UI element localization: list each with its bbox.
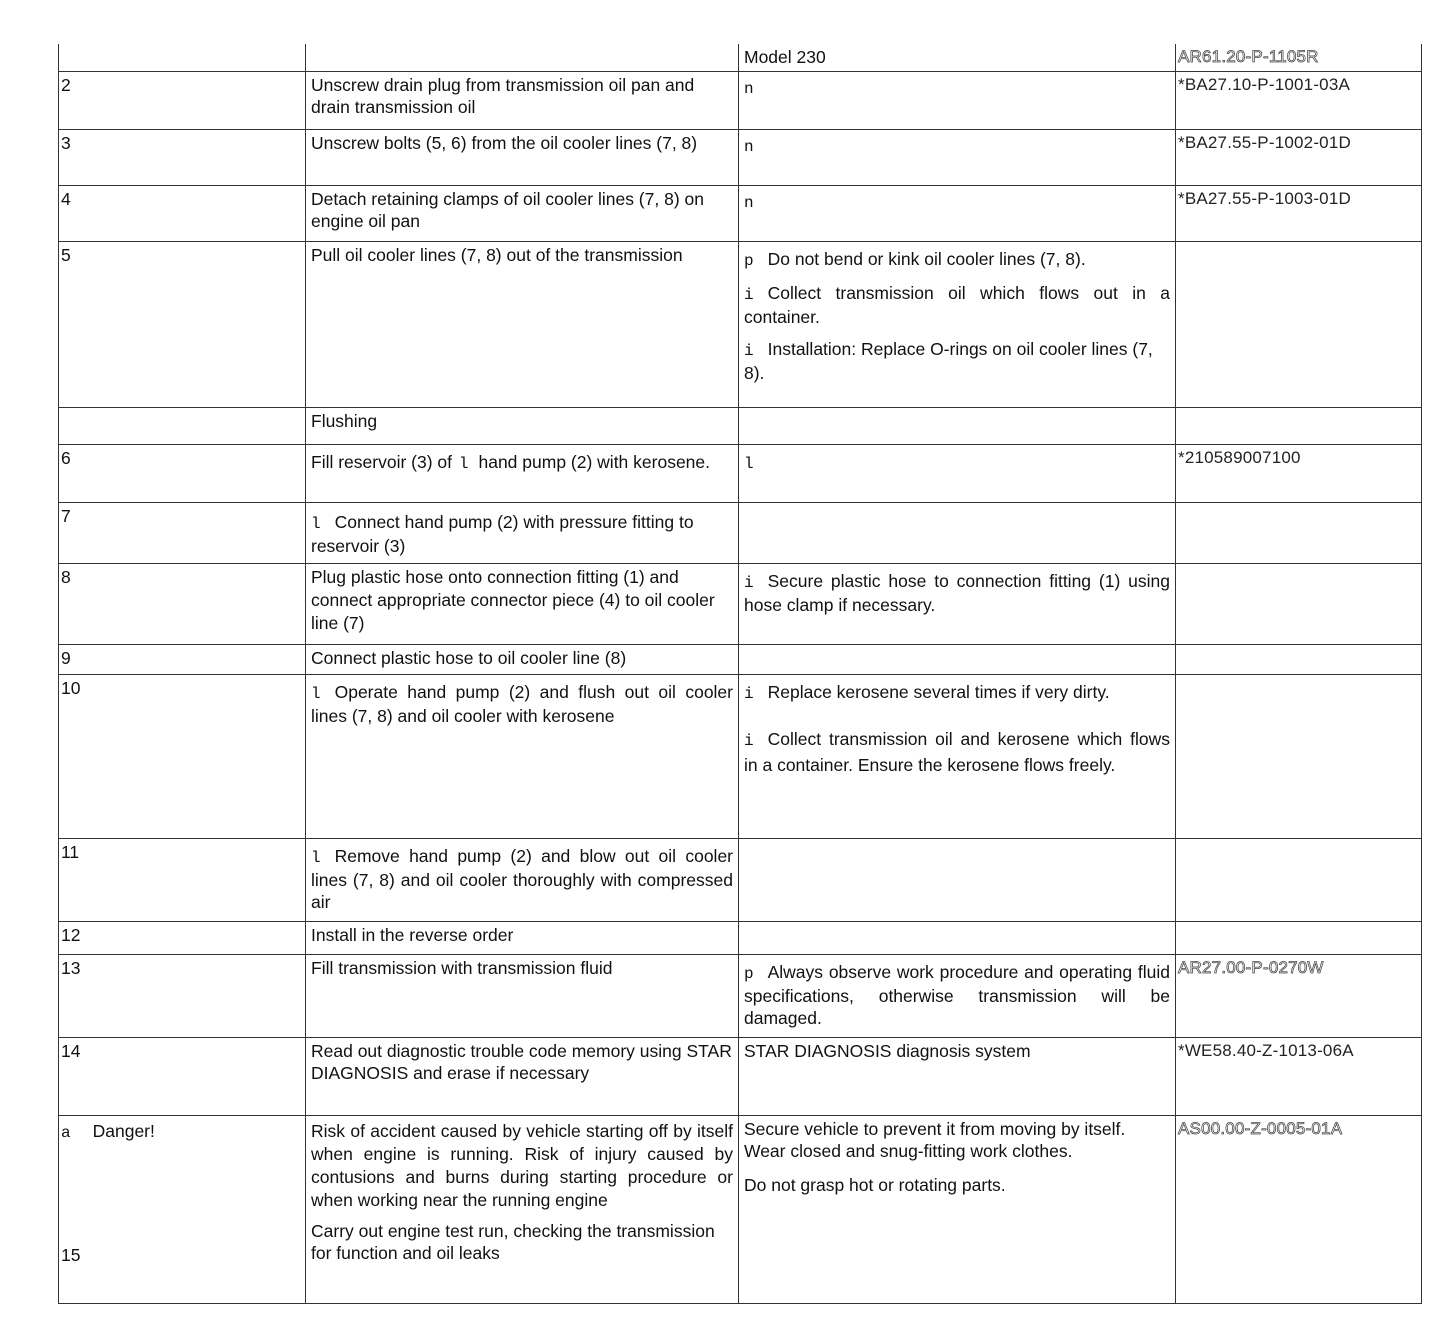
note-paragraph: Wear closed and snug-fitting work clothes. [744, 1141, 1073, 1161]
section-heading: Flushing [306, 408, 739, 445]
reference-code: *BA27.55-P-1003-01D [1176, 186, 1422, 242]
step-description [306, 1116, 739, 1304]
step-notes: Model 230 [739, 44, 1176, 72]
step-number: 3 [59, 130, 306, 186]
warning-icon: p [744, 965, 754, 983]
table-row [59, 503, 1422, 564]
warning-icon: p [744, 252, 754, 270]
step-number: 5 [59, 242, 306, 408]
reference-code: *210589007100 [1176, 445, 1422, 503]
table-row [59, 1116, 1422, 1304]
step-description: Fill transmission with transmission fluid [306, 955, 739, 1038]
reference-code: AR61.20-P-1105R [1176, 44, 1422, 72]
step-description: Detach retaining clamps of oil cooler lines (7, 8) on engine oil pan [306, 186, 739, 242]
reference-code [1176, 564, 1422, 645]
step-number-15: 15 [61, 1245, 81, 1265]
reference-code: *BA27.55-P-1002-01D [1176, 130, 1422, 186]
info-icon: i [744, 732, 754, 750]
tool-icon: l [311, 685, 321, 703]
step-number: 9 [59, 645, 306, 675]
table-row [59, 645, 1422, 675]
step-number [59, 1116, 306, 1304]
step-notes [739, 408, 1176, 445]
table-row [59, 955, 1422, 1038]
note-paragraph: Secure vehicle to prevent it from moving by itself. [744, 1119, 1126, 1139]
table-row [59, 839, 1422, 922]
step-description: l Connect hand pump (2) with pressure fitting to reservoir (3) [306, 503, 739, 564]
step-description: Unscrew drain plug from transmission oil pan and drain transmission oil [306, 72, 739, 130]
table-row [59, 922, 1422, 955]
reference-code [1176, 408, 1422, 445]
step-number: 8 [59, 564, 306, 645]
step-notes [739, 503, 1176, 564]
step-number [59, 44, 306, 72]
note-paragraph: i Collect transmission oil which flows out in a container. [744, 283, 1170, 327]
step-description: l Remove hand pump (2) and blow out oil cooler lines (7, 8) and oil cooler thoroughly with compressed air [306, 839, 739, 922]
step-notes [739, 645, 1176, 675]
table-row [59, 1038, 1422, 1116]
reference-code: *BA27.10-P-1001-03A [1176, 72, 1422, 130]
procedure-table [58, 44, 1422, 1304]
info-icon: i [744, 685, 754, 703]
step-number [59, 408, 306, 445]
table-row [59, 242, 1422, 408]
note-paragraph: i Replace kerosene several times if very dirty. [744, 682, 1110, 703]
danger-icon: a [61, 1124, 71, 1142]
table-row [59, 445, 1422, 503]
danger-text: Risk of accident caused by vehicle starting off by itself when engine is running. Risk of injury caused by contusions and burns during starting procedure or when working near the running engine [311, 1121, 733, 1210]
step-description: Read out diagnostic trouble code memory using STAR DIAGNOSIS and erase if necessary [306, 1038, 739, 1116]
step-notes [739, 675, 1176, 839]
step-description: Plug plastic hose onto connection fitting (1) and connect appropriate connector piece (4) to oil cooler line (7) [306, 564, 739, 645]
info-icon: i [744, 574, 754, 592]
reference-code: AS00.00-Z-0005-01A [1176, 1116, 1422, 1304]
step-number: 4 [59, 186, 306, 242]
step-notes [739, 955, 1176, 1038]
info-icon: i [744, 342, 754, 360]
step-number: 14 [59, 1038, 306, 1116]
table-row [59, 130, 1422, 186]
step-notes [739, 445, 1176, 503]
note-paragraph: i Installation: Replace O-rings on oil cooler lines (7, 8). [744, 339, 1153, 383]
step-description: Connect plastic hose to oil cooler line (8) [306, 645, 739, 675]
table-row [59, 408, 1422, 445]
step-notes [739, 130, 1176, 186]
step-description: Install in the reverse order [306, 922, 739, 955]
reference-code [1176, 242, 1422, 408]
step-number: 13 [59, 955, 306, 1038]
reference-code: *WE58.40-Z-1013-06A [1176, 1038, 1422, 1116]
step-description: l Operate hand pump (2) and flush out oil cooler lines (7, 8) and oil cooler with kerosene [306, 675, 739, 839]
tool-icon: n [744, 194, 754, 212]
reference-code [1176, 839, 1422, 922]
tool-icon: l [744, 455, 754, 473]
step-notes [739, 564, 1176, 645]
tool-icon: l [311, 515, 321, 533]
step-notes [739, 242, 1176, 408]
reference-code [1176, 922, 1422, 955]
step-number: 6 [59, 445, 306, 503]
reference-code: AR27.00-P-0270W [1176, 955, 1422, 1038]
table-row [59, 675, 1422, 839]
step-notes [739, 72, 1176, 130]
step-notes: STAR DIAGNOSIS diagnosis system [739, 1038, 1176, 1116]
step-description [306, 44, 739, 72]
step-number: 2 [59, 72, 306, 130]
tool-icon: l [311, 849, 321, 867]
step-number: 12 [59, 922, 306, 955]
table-row [59, 44, 1422, 72]
note-paragraph: i Collect transmission oil and kerosene which flows in a container. Ensure the kerosene flows freely. [744, 729, 1170, 775]
tool-icon: l [458, 455, 469, 473]
danger-label: a Danger! [61, 1121, 155, 1142]
note-paragraph: Do not grasp hot or rotating parts. [744, 1175, 1006, 1195]
step-number: 11 [59, 839, 306, 922]
step-description: Unscrew bolts (5, 6) from the oil cooler lines (7, 8) [306, 130, 739, 186]
table-row [59, 72, 1422, 130]
table-row [59, 186, 1422, 242]
step-number: 7 [59, 503, 306, 564]
note-paragraph: p Always observe work procedure and operating fluid specifications, otherwise transmission will be damaged. [744, 962, 1170, 1028]
table-row [59, 564, 1422, 645]
step-notes [739, 922, 1176, 955]
tool-icon: n [744, 138, 754, 156]
step-description: Fill reservoir (3) of l hand pump (2) with kerosene. [306, 445, 739, 503]
note-paragraph: i Secure plastic hose to connection fitting (1) using hose clamp if necessary. [744, 571, 1170, 615]
reference-code [1176, 645, 1422, 675]
info-icon: i [744, 286, 754, 304]
step-notes [739, 186, 1176, 242]
step-15-description: Carry out engine test run, checking the transmission for function and oil leaks [311, 1221, 715, 1263]
reference-code [1176, 675, 1422, 839]
step-description: Pull oil cooler lines (7, 8) out of the transmission [306, 242, 739, 408]
reference-code [1176, 503, 1422, 564]
step-notes [739, 1116, 1176, 1304]
step-number: 10 [59, 675, 306, 839]
step-notes [739, 839, 1176, 922]
tool-icon: n [744, 80, 754, 98]
note-paragraph: p Do not bend or kink oil cooler lines (7, 8). [744, 249, 1086, 270]
